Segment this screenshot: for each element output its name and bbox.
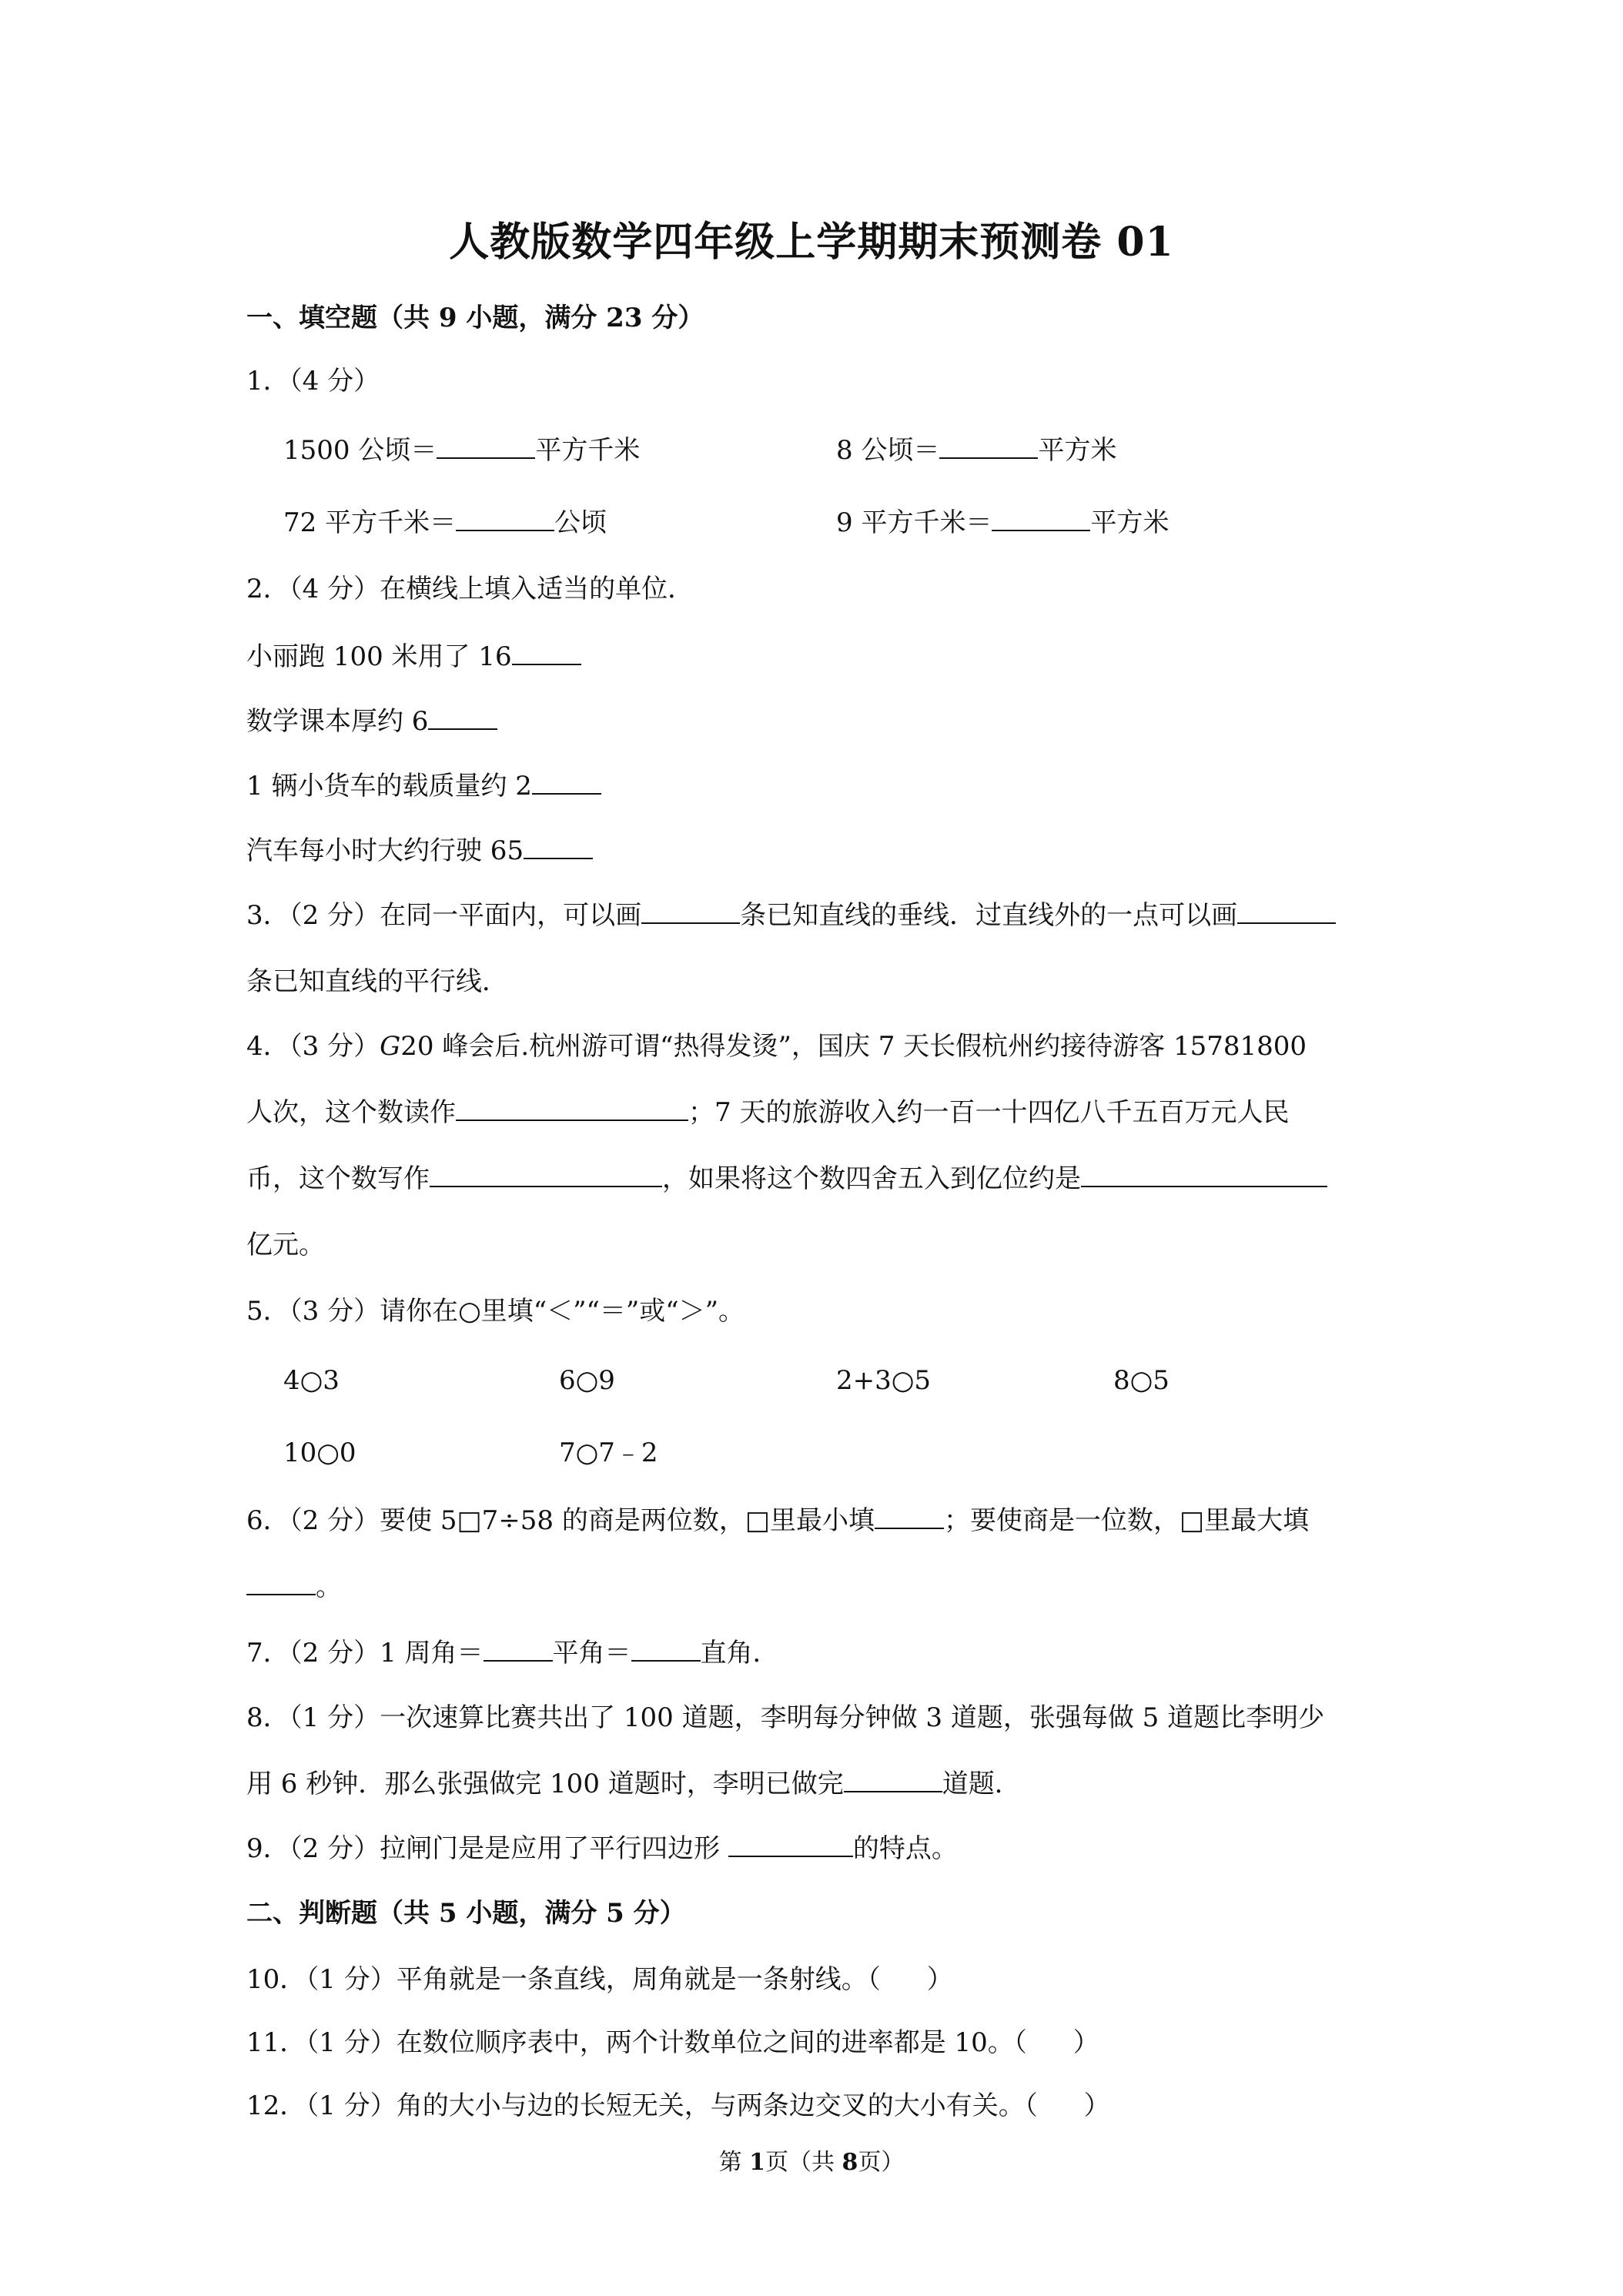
question-4-line-2 — [246, 1099, 1289, 1126]
question-8-line-1: 8．（1 分）一次速算比赛共出了 100 道题，李明每分钟做 3 道题，张强每做 5 道题比李明少 — [246, 1702, 1325, 1733]
q2-l3-text: 1 辆小货车的载质量约 2 — [246, 771, 532, 802]
q4-text-b: 人次，这个数读作 — [246, 1097, 456, 1128]
q2-l4-text: 汽车每小时大约行驶 65 — [246, 835, 524, 866]
q5-expr-5: 10○0 — [283, 1438, 356, 1468]
answer-blank[interactable] — [524, 857, 593, 859]
q4-text-a: 20 峰会后.杭州游可谓“热得发烫”，国庆 7 天长假杭州约接待游客 15781800 — [400, 1031, 1307, 1062]
question-9 — [246, 1833, 958, 1864]
q4-text-e: ，如果将这个数四舍五入到亿位约是 — [662, 1163, 1081, 1194]
q10-close: ） — [926, 1964, 953, 1995]
question-2-head: 2．（4 分）在横线上填入适当的单位． — [246, 574, 694, 604]
q5-expr-2: 6○9 — [559, 1365, 615, 1396]
q5-expr-1: 4○3 — [283, 1365, 340, 1396]
answer-blank[interactable] — [641, 922, 740, 924]
question-4-line-3 — [246, 1163, 1327, 1194]
answer-blank[interactable] — [1237, 922, 1336, 924]
q7-text-c: 直角． — [700, 1638, 779, 1668]
q11-text: 11．（1 分）在数位顺序表中，两个计数单位之间的进率都是 10。（ — [246, 2027, 1027, 2058]
q10-text: 10．（1 分）平角就是一条直线，周角就是一条射线。（ — [246, 1964, 881, 1995]
q2-l2-text: 数学课本厚约 6 — [246, 706, 429, 737]
q8-text-c: 道题． — [942, 1769, 1021, 1799]
q4-text-c: ；7 天的旅游收入约一百一十四亿八千五百万元人民 — [688, 1097, 1290, 1128]
q1-c-unit: 公顷 — [554, 507, 607, 538]
answer-blank[interactable] — [992, 529, 1090, 531]
question-12 — [246, 2090, 1110, 2121]
answer-blank[interactable] — [246, 1593, 316, 1595]
answer-blank[interactable] — [484, 1659, 553, 1662]
answer-blank[interactable] — [1081, 1185, 1327, 1187]
answer-blank[interactable] — [456, 529, 554, 531]
footer-text-pre: 第 — [718, 2149, 750, 2176]
question-1-item-c — [283, 507, 607, 538]
question-4-line-1 — [246, 1031, 1307, 1062]
page-footer — [0, 2143, 1623, 2177]
answer-blank[interactable] — [512, 663, 581, 665]
page-title: 人教版数学四年级上学期期末预测卷 01 — [449, 219, 1174, 266]
answer-blank[interactable] — [631, 1659, 701, 1662]
question-1-item-b — [836, 437, 1116, 464]
answer-blank[interactable] — [875, 1527, 944, 1529]
q8-text-b: 用 6 秒钟．那么张强做完 100 道题时，李明已做完 — [246, 1769, 844, 1799]
q1-a-text: 1500 公顷＝ — [283, 435, 437, 466]
answer-blank[interactable] — [430, 1185, 662, 1187]
question-2-line-2 — [246, 708, 497, 735]
section-heading-fill-blank: 一、填空题（共 9 小题，满分 23 分） — [246, 303, 704, 333]
question-10 — [246, 1966, 953, 1993]
footer-page-number: 1 — [749, 2149, 765, 2176]
answer-blank[interactable] — [728, 1855, 853, 1857]
q5-expr-3: 2+3○5 — [836, 1365, 932, 1396]
q9-text-a: 9．（2 分）拉闸门是是应用了平行四边形 — [246, 1833, 728, 1864]
q6-text-a: 6．（2 分）要使 5□7÷58 的商是两位数，□里最小填 — [246, 1505, 875, 1536]
q7-text-a: 7．（2 分）1 周角＝ — [246, 1638, 484, 1668]
question-7 — [246, 1640, 779, 1666]
q7-text-b: 平角＝ — [552, 1638, 631, 1668]
q1-d-text: 9 平方千米＝ — [836, 507, 992, 538]
answer-blank[interactable] — [456, 1119, 688, 1121]
q3-text-b: 条已知直线的垂线．过直线外的一点可以画 — [740, 900, 1238, 931]
q4-number: 4．（3 分） — [246, 1031, 380, 1062]
footer-text-mid: 页（共 — [765, 2149, 842, 2176]
question-5-head: 5．（3 分）请你在○里填“＜”“＝”或“＞”。 — [246, 1296, 745, 1327]
answer-blank[interactable] — [939, 457, 1038, 459]
question-1-head: 1．（4 分） — [246, 366, 380, 397]
q1-c-text: 72 平方千米＝ — [283, 507, 457, 538]
footer-text-post: 页） — [858, 2149, 905, 2176]
question-3-line-2: 条已知直线的平行线． — [246, 966, 508, 997]
q5-expr-4: 8○5 — [1113, 1365, 1170, 1396]
question-2-line-4 — [246, 835, 593, 866]
q4-g-letter: G — [380, 1031, 401, 1062]
section-heading-judgement: 二、判断题（共 5 小题，满分 5 分） — [246, 1898, 686, 1929]
question-2-line-1 — [246, 641, 581, 672]
q2-l1-text: 小丽跑 100 米用了 16 — [246, 641, 512, 672]
q1-a-unit: 平方千米 — [535, 435, 641, 466]
q6-text-c: 。 — [316, 1571, 342, 1602]
question-3-line-1 — [246, 902, 1336, 929]
q5-expr-6: 7○7﹣2 — [559, 1438, 658, 1468]
q11-close: ） — [1073, 2027, 1099, 2058]
q12-text: 12．（1 分）角的大小与边的长短无关，与两条边交叉的大小有关。（ — [246, 2090, 1038, 2121]
q4-text-d: 币，这个数写作 — [246, 1163, 430, 1194]
answer-blank[interactable] — [437, 457, 535, 459]
answer-blank[interactable] — [428, 728, 497, 730]
question-8-line-2 — [246, 1771, 1021, 1797]
q9-text-b: 的特点。 — [852, 1833, 958, 1864]
question-4-line-4: 亿元。 — [246, 1230, 325, 1260]
q1-d-unit: 平方米 — [1090, 507, 1170, 538]
answer-blank[interactable] — [532, 792, 601, 795]
question-1-item-d — [836, 507, 1170, 538]
q3-text-a: 3．（2 分）在同一平面内，可以画 — [246, 900, 642, 931]
question-1-item-a — [283, 437, 640, 464]
q12-close: ） — [1083, 2090, 1110, 2121]
question-11 — [246, 2027, 1099, 2058]
question-2-line-3 — [246, 771, 601, 802]
q6-text-b: ；要使商是一位数，□里最大填 — [943, 1505, 1310, 1536]
q1-b-unit: 平方米 — [1038, 435, 1117, 466]
q1-b-text: 8 公顷＝ — [836, 435, 940, 466]
question-6-line-2 — [246, 1571, 342, 1602]
answer-blank[interactable] — [844, 1790, 942, 1792]
question-6-line-1 — [246, 1505, 1310, 1536]
footer-total-pages: 8 — [842, 2149, 858, 2176]
